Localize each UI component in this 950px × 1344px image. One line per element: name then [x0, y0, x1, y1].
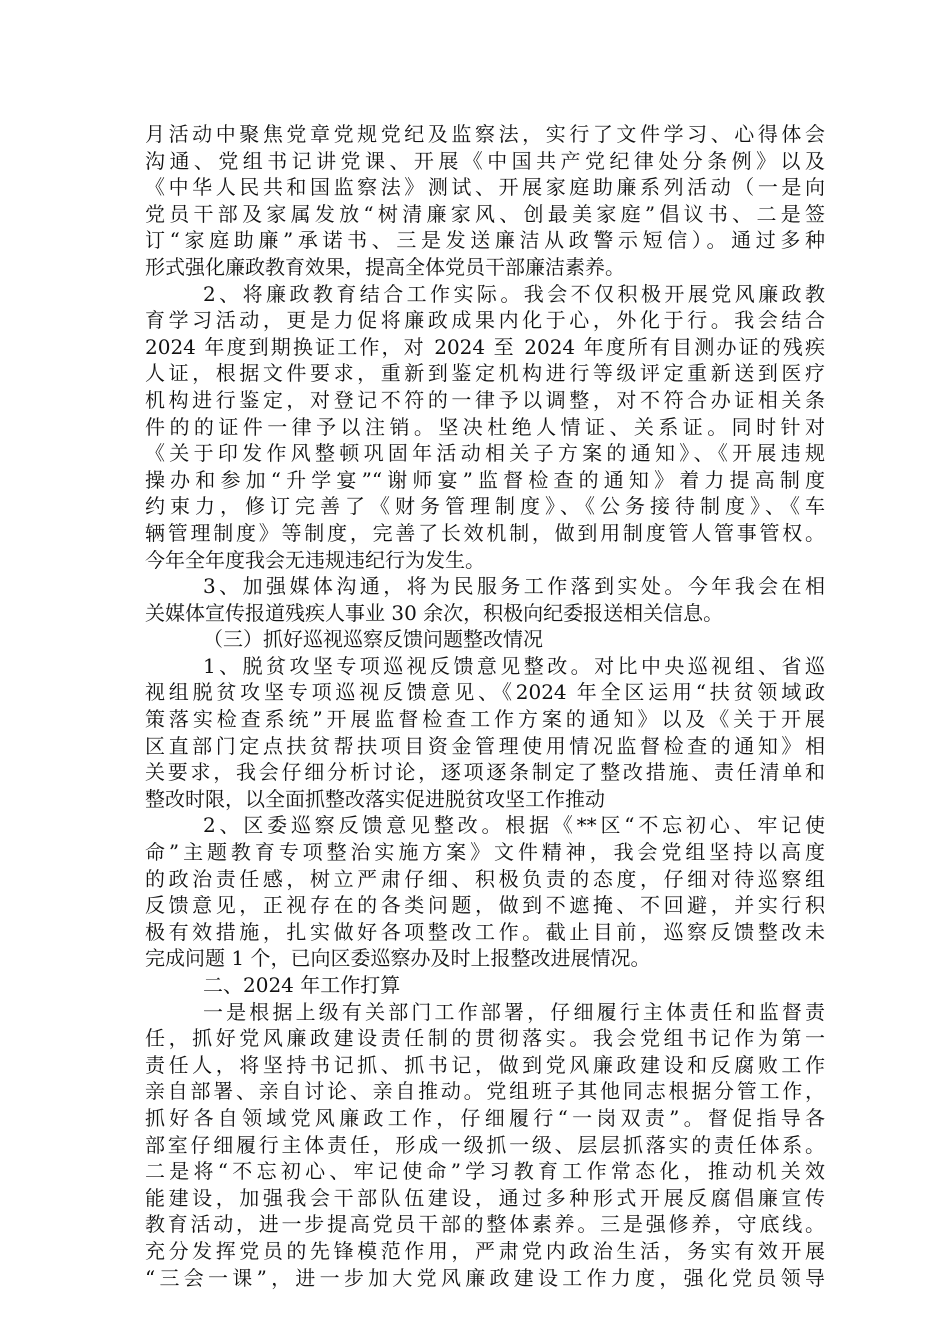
- document-body-text: [145, 121, 825, 1291]
- text-line: 能建设，加强我会干部队伍建设，通过多种形式开展反腐倡廉宣传: [145, 1185, 825, 1210]
- text-line: 极有效措施，扎实做好各项整改工作。截止目前，巡察反馈整改未: [145, 919, 825, 944]
- text-line: 2、区委巡察反馈意见整改。根据《**区“不忘初心、牢记使: [203, 813, 825, 838]
- text-line: 2024 年度到期换证工作，对 2024 至 2024 年度所有目测办证的残疾: [145, 334, 825, 359]
- text-line: 订“家庭助廉”承诺书、三是发送廉洁从政警示短信）。通过多种: [145, 228, 825, 253]
- text-line: 一是根据上级有关部门工作部署，仔细履行主体责任和监督责: [203, 999, 825, 1024]
- text-line: 今年全年度我会无违规违纪行为发生。: [145, 547, 485, 572]
- text-line: 整改时限，以全面抓整改落实促进脱贫攻坚工作推动: [145, 786, 605, 811]
- text-line: 《中华人民共和国监察法》测试、开展家庭助廉系列活动（一是向: [145, 175, 825, 200]
- text-line: 策落实检查系统”开展监督检查工作方案的通知》以及《关于开展: [145, 707, 825, 732]
- text-line: 部室仔细履行主体责任，形成一级抓一级、层层抓落实的责任体系。: [145, 1132, 825, 1157]
- text-line: 二、2024 年工作打算: [203, 973, 401, 997]
- text-line: 沟通、党组书记讲党课、开展《中国共产党纪律处分条例》以及: [145, 148, 825, 173]
- text-line: 充分发挥党员的先锋模范作用，严肃党内政治生活，务实有效开展: [145, 1238, 825, 1263]
- text-line: 操办和参加“升学宴”“谢师宴”监督检查的通知》着力提高制度: [145, 467, 825, 492]
- text-line: 辆管理制度》等制度，完善了长效机制，做到用制度管人管事管权。: [145, 520, 825, 545]
- text-line: 件的的证件一律予以注销。坚决杜绝人情证、关系证。同时针对: [145, 414, 825, 439]
- text-line: 约束力，修订完善了《财务管理制度》、《公务接待制度》、《车: [145, 494, 825, 519]
- text-line: 2、将廉政教育结合工作实际。我会不仅积极开展党风廉政教: [203, 281, 825, 306]
- text-line: 月活动中聚焦党章党规党纪及监察法，实行了文件学习、心得体会: [145, 122, 825, 146]
- text-line: 形式强化廉政教育效果，提高全体党员干部廉洁素养。: [145, 254, 625, 279]
- text-line: 区直部门定点扶贫帮扶项目资金管理使用情况监督检查的通知》相: [145, 733, 825, 758]
- text-line: 抓好各自领域党风廉政工作，仔细履行“一岗双责”。督促指导各: [145, 1105, 825, 1130]
- text-line: （三）抓好巡视巡察反馈问题整改情况: [203, 627, 543, 652]
- text-line: 《关于印发作风整顿巩固年活动相关子方案的通知》、《开展违规: [145, 441, 825, 466]
- text-line: 3、加强媒体沟通，将为民服务工作落到实处。今年我会在相: [203, 574, 825, 599]
- text-line: “三会一课”，进一步加大党风廉政建设工作力度，强化党员领导: [145, 1265, 825, 1290]
- text-line: 任，抓好党风廉政建设责任制的贯彻落实。我会党组书记作为第一: [145, 1026, 825, 1051]
- text-line: 责任人，将坚持书记抓、抓书记，做到党风廉政建设和反腐败工作: [145, 1052, 825, 1077]
- text-line: 关要求，我会仔细分析讨论，逐项逐条制定了整改措施、责任清单和: [145, 760, 825, 785]
- text-line: 二是将“不忘初心、牢记使命”学习教育工作常态化，推动机关效: [145, 1159, 825, 1184]
- text-line: 关媒体宣传报道残疾人事业 30 余次，积极向纪委报送相关信息。: [145, 600, 724, 625]
- text-line: 教育活动，进一步提高党员干部的整体素养。三是强修养，守底线。: [145, 1212, 825, 1237]
- text-line: 完成问题 1 个，已向区委巡察办及时上报整改进展情况。: [145, 946, 651, 971]
- text-line: 视组脱贫攻坚专项巡视反馈意见、《2024 年全区运用“扶贫领域政: [145, 680, 825, 705]
- text-line: 反馈意见，正视存在的各类问题，做到不遮掩、不回避，并实行积: [145, 893, 825, 918]
- text-line: 党员干部及家属发放“树清廉家风、创最美家庭”倡议书、二是签: [145, 201, 825, 226]
- text-line: 机构进行鉴定，对登记不符的一律予以调整，对不符合办证相关条: [145, 387, 825, 412]
- text-line: 育学习活动，更是力促将廉政成果内化于心，外化于行。我会结合: [145, 308, 825, 333]
- text-line: 命”主题教育专项整治实施方案》文件精神，我会党组坚持以高度: [145, 840, 825, 865]
- text-line: 人证，根据文件要求，重新到鉴定机构进行等级评定重新送到医疗: [145, 361, 825, 386]
- text-line: 的政治责任感，树立严肃仔细、积极负责的态度，仔细对待巡察组: [145, 866, 825, 891]
- text-line: 1、脱贫攻坚专项巡视反馈意见整改。对比中央巡视组、省巡: [203, 653, 825, 678]
- text-line: 亲自部署、亲自讨论、亲自推动。党组班子其他同志根据分管工作，: [145, 1079, 825, 1104]
